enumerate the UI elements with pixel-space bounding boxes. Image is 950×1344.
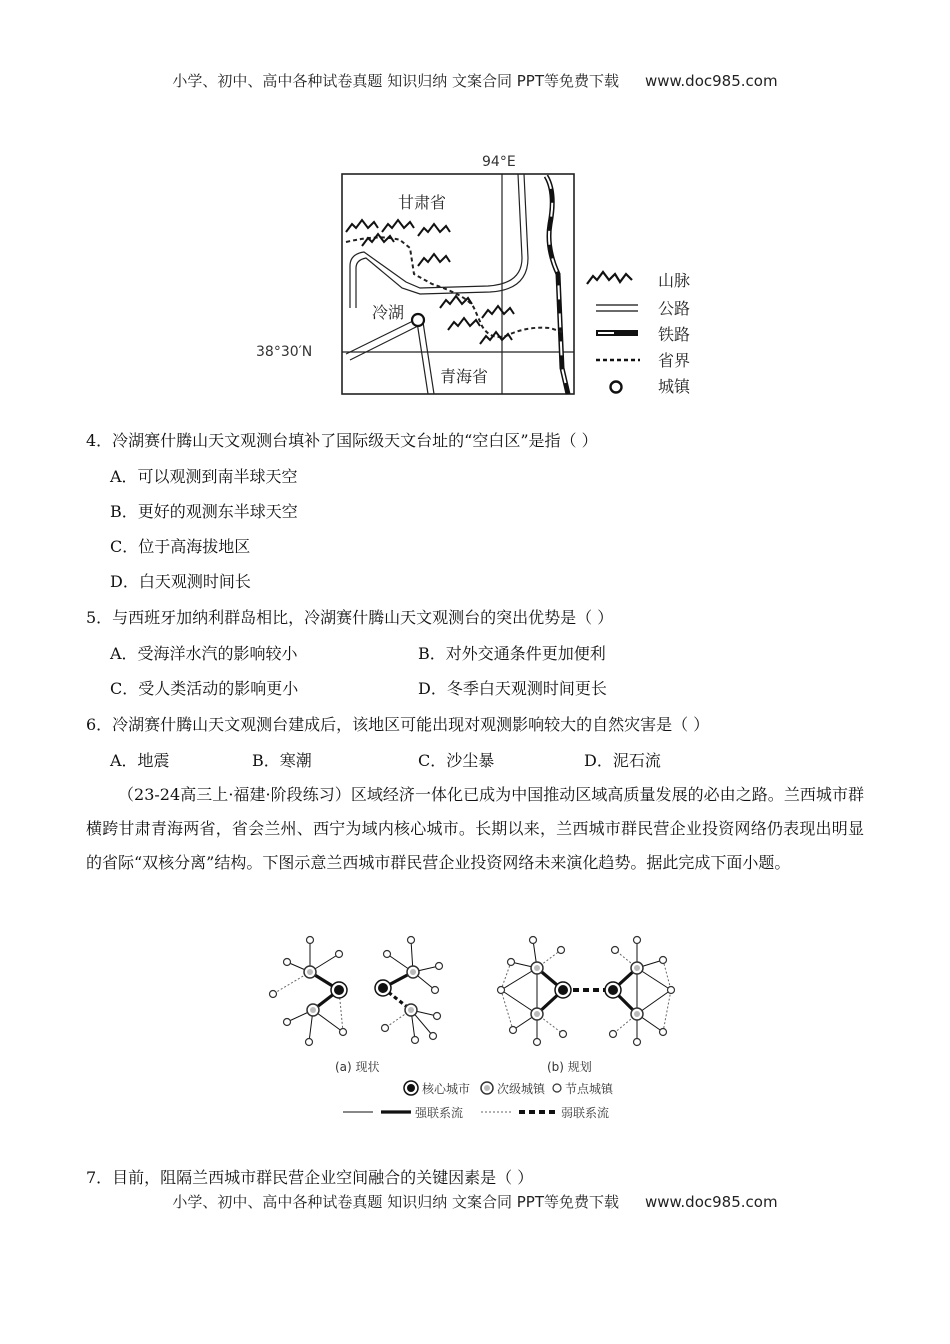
header-site[interactable]: www.doc985.com xyxy=(644,72,778,90)
lenghu-label: 冷湖 xyxy=(372,303,405,322)
legend-strong-flow: 强联系流 xyxy=(415,1106,464,1120)
latitude-label: 38°30′N xyxy=(256,344,313,360)
network-legend xyxy=(343,1081,614,1120)
caption-current: (a) 现状 xyxy=(335,1060,380,1074)
legend-border: 省界 xyxy=(658,351,691,370)
passage-paragraph: （23-24高三上·福建·阶段练习）区域经济一体化已成为中国推动区域高质量发展的必由之路。兰西城市群横跨甘肃青海两省，省会兰州、西宁为域内核心城市。长期以来，兰西城市群民营企业投资网络仍表现出明显的省际“双核分离”结构。下图示意兰西城市群民营企业投资网络未来演化趋势。据此完成下面小题。 xyxy=(86,785,864,872)
question-6-stem: 6．冷湖赛什腾山天文观测台建成后，该地区可能出现对观测影响较大的自然灾害是（ ） xyxy=(86,715,710,734)
gansu-label: 甘肃省 xyxy=(398,193,447,212)
secondary-town-dots xyxy=(307,965,640,1017)
question-5-option-a[interactable]: A．受海洋水汽的影响较小 xyxy=(110,644,298,663)
legend-town: 城镇 xyxy=(658,377,691,396)
question-5-option-d[interactable]: D．冬季白天观测时间更长 xyxy=(418,679,607,698)
legend-mountain: 山脉 xyxy=(658,271,691,290)
lenghu-map xyxy=(250,148,710,402)
mountain-legend-icon xyxy=(587,272,632,284)
page-footer xyxy=(0,1191,950,1212)
legend-road: 公路 xyxy=(658,299,691,318)
question-6-option-b[interactable]: B．寒潮 xyxy=(252,751,312,770)
header-text: 小学、初中、高中各种试卷真题 知识归纳 文案合同 PPT等免费下载 xyxy=(172,72,619,90)
railway xyxy=(546,176,568,394)
question-4-option-b[interactable]: B．更好的观测东半球天空 xyxy=(110,502,298,521)
question-4-stem: 4．冷湖赛什腾山天文观测台填补了国际级天文台址的“空白区”是指（ ） xyxy=(86,431,598,450)
page-header xyxy=(0,70,950,91)
question-4-option-a[interactable]: A．可以观测到南半球天空 xyxy=(110,467,298,486)
question-6-option-a[interactable]: A．地震 xyxy=(110,751,170,770)
longitude-label: 94°E xyxy=(482,154,516,170)
legend-railway: 铁路 xyxy=(658,325,691,344)
question-4-option-d[interactable]: D．白天观测时间长 xyxy=(110,572,251,591)
question-5-stem: 5．与西班牙加纳利群岛相比，冷湖赛什腾山天文观测台的突出优势是（ ） xyxy=(86,608,614,627)
question-5-option-c[interactable]: C．受人类活动的影响更小 xyxy=(110,679,299,698)
legend-secondary-town: 次级城镇 xyxy=(497,1082,546,1096)
footer-site[interactable]: www.doc985.com xyxy=(644,1193,778,1211)
question-7-stem: 7．目前，阻隔兰西城市群民营企业空间融合的关键因素是（ ） xyxy=(86,1168,534,1187)
lenghu-town-marker xyxy=(412,314,424,326)
question-5-option-b[interactable]: B．对外交通条件更加便利 xyxy=(418,644,606,663)
map-frame xyxy=(342,174,574,394)
legend-node-town: 节点城镇 xyxy=(565,1082,614,1096)
town-legend-icon xyxy=(611,382,622,393)
footer-text: 小学、初中、高中各种试卷真题 知识归纳 文案合同 PPT等免费下载 xyxy=(172,1193,619,1211)
map-legend xyxy=(587,271,691,396)
legend-core-city: 核心城市 xyxy=(422,1082,471,1096)
legend-weak-flow: 弱联系流 xyxy=(561,1106,610,1120)
network-diagram xyxy=(265,932,685,1124)
mountain-range xyxy=(346,220,514,344)
network-current xyxy=(273,940,439,1042)
question-6-option-d[interactable]: D．泥石流 xyxy=(584,751,661,770)
question-4-option-c[interactable]: C．位于高海拔地区 xyxy=(110,537,251,556)
qinghai-label: 青海省 xyxy=(440,367,489,386)
caption-planned: (b) 规划 xyxy=(547,1060,592,1074)
question-6-option-c[interactable]: C．沙尘暴 xyxy=(418,751,495,770)
network-planned xyxy=(501,940,671,1042)
secondary-towns xyxy=(304,962,643,1020)
